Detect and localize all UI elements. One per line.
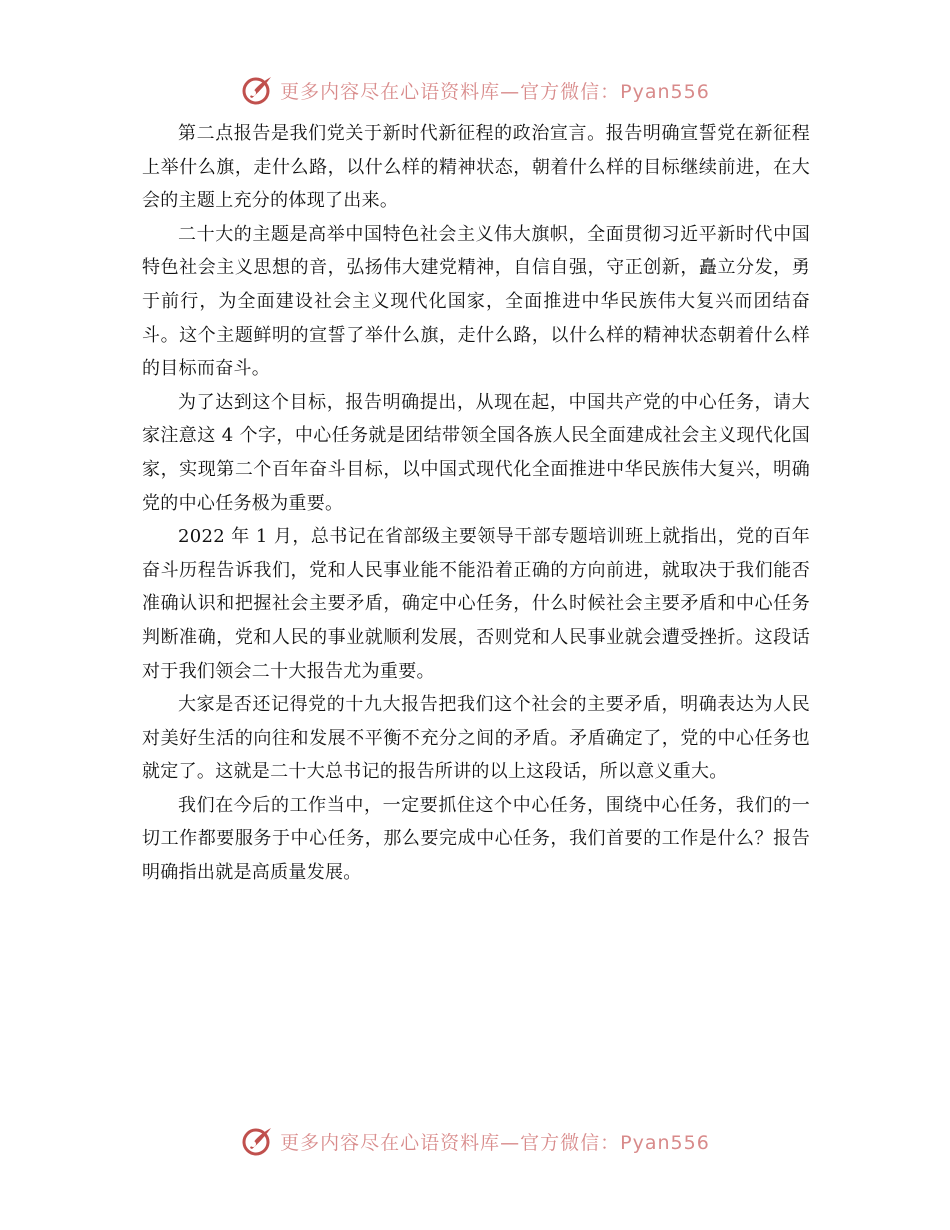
quill-pen-logo-icon [240, 73, 274, 107]
header-watermark [0, 70, 950, 110]
paragraph-5: 大家是否还记得党的十九大报告把我们这个社会的主要矛盾，明确表达为人民对美好生活的向往和发展不平衡不充分之间的矛盾。矛盾确定了，党的中心任务也就定了。这就是二十大总书记的报告所讲的以上这段话，所以意义重大。 [142, 694, 810, 783]
paragraph-2: 二十大的主题是高举中国特色社会主义伟大旗帜，全面贯彻习近平新时代中国特色社会主义思想的音，弘扬伟大建党精神，自信自强，守正创新，矗立分发，勇于前行，为全面建设社会主义现代化国家，全面推进中华民族伟大复兴而团结奋斗。这个主题鲜明的宣誓了举什么旗，走什么路，以什么样的精神状态朝着什么样的目标而奋斗。 [142, 223, 810, 380]
footer-watermark-text: 更多内容尽在心语资料库—官方微信：Pyan556 [280, 1131, 710, 1154]
header-watermark-text: 更多内容尽在心语资料库—官方微信：Pyan556 [280, 80, 710, 103]
footer-watermark [0, 1121, 950, 1161]
paragraph-3: 为了达到这个目标，报告明确提出，从现在起，中国共产党的中心任务，请大家注意这 4 个字，中心任务就是团结带领全国各族人民全面建成社会主义现代化国家，实现第二个百年奋斗目标，以中国式现代化全面推进中华民族伟大复兴，明确党的中心任务极为重要。 [142, 391, 810, 514]
paragraph-4: 2022 年 1 月，总书记在省部级主要领导干部专题培训班上就指出，党的百年奋斗历程告诉我们，党和人民事业能不能沿着正确的方向前进，就取决于我们能否准确认识和把握社会主要矛盾，确定中心任务，什么时候社会主要矛盾和中心任务判断准确，党和人民的事业就顺利发展，否则党和人民事业就会遭受挫折。这段话对于我们领会二十大报告尤为重要。 [142, 526, 810, 682]
paragraph-1: 第二点报告是我们党关于新时代新征程的政治宣言。报告明确宣誓党在新征程上举什么旗，走什么路，以什么样的精神状态，朝着什么样的目标继续前进，在大会的主题上充分的体现了出来。 [142, 123, 810, 212]
quill-pen-logo-icon [240, 1124, 274, 1158]
document-body [142, 117, 810, 890]
paragraph-6: 我们在今后的工作当中，一定要抓住这个中心任务，围绕中心任务，我们的一切工作都要服务于中心任务，那么要完成中心任务，我们首要的工作是什么？报告明确指出就是高质量发展。 [142, 794, 810, 884]
